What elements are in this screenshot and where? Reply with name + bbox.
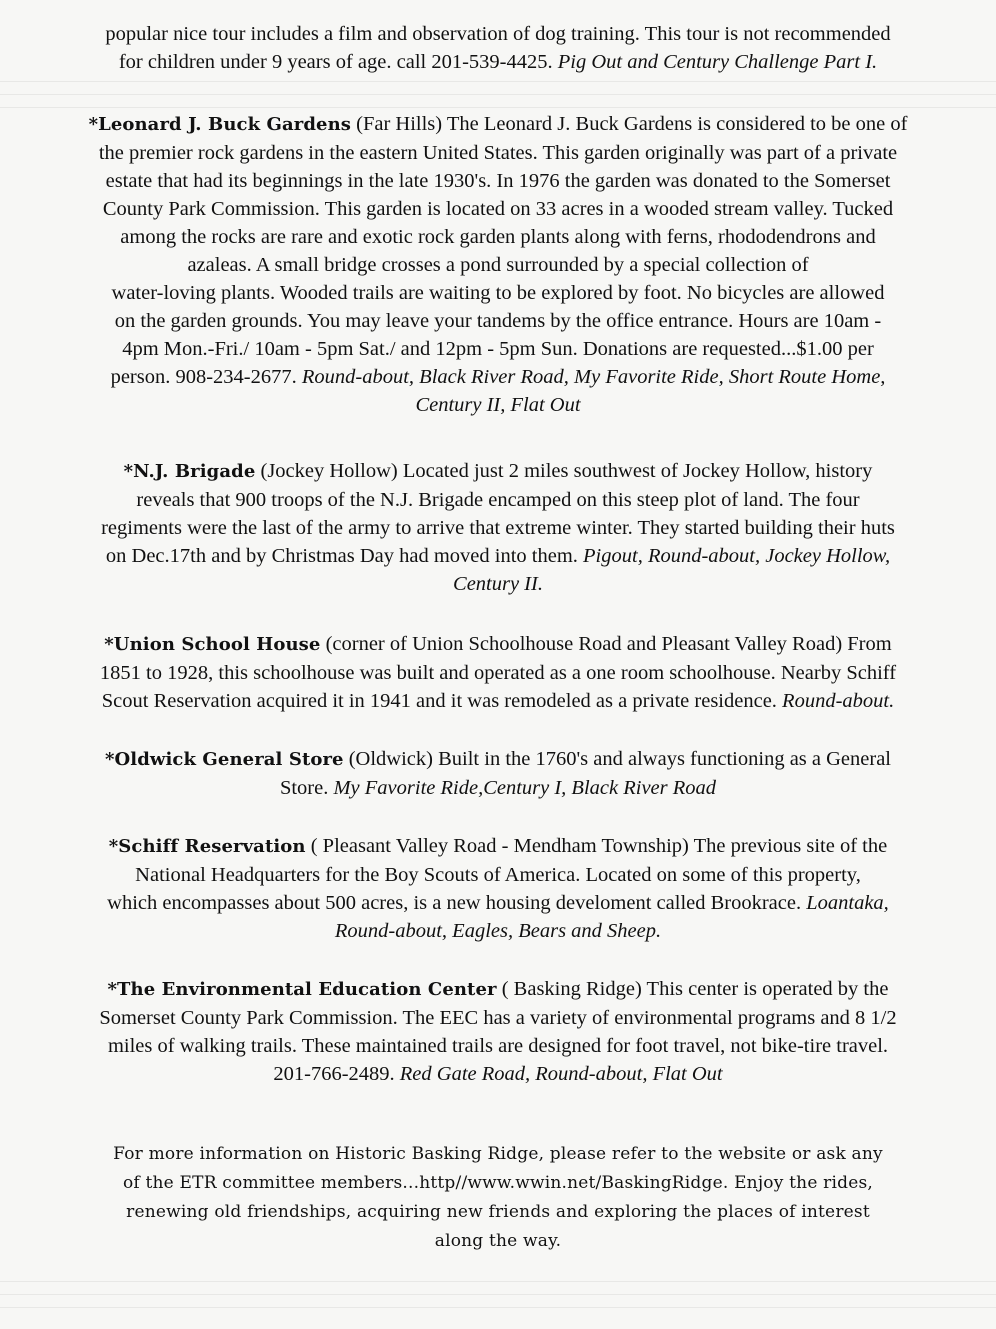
entry-line: Somerset County Park Commission. The EEC has a variety of environmental programs and 8 1/2	[99, 1007, 897, 1029]
footer-line: renewing old friendships, acquiring new friends and exploring the places of interest	[126, 1202, 870, 1222]
entry-line: regiments were the last of the army to arrive that extreme winter. They started building their huts	[101, 517, 895, 539]
route-list: Century II.	[453, 573, 543, 595]
entry-line: azaleas. A small bridge crosses a pond surrounded by a special collection of	[187, 254, 809, 276]
route-list: Pig Out and Century Challenge Part I.	[557, 51, 878, 73]
entry-heading-line	[20, 975, 976, 1004]
footer-line: For more information on Historic Basking Ridge, please refer to the website or ask any	[113, 1144, 883, 1164]
route-list: Round-about, Black River Road, My Favorite Ride, Short Route Home,	[301, 366, 886, 388]
entry-text: on Dec.17th and by Christmas Day had moved into them.	[105, 545, 584, 567]
entry-title: *Schiff Reservation	[108, 836, 306, 857]
entry-line	[20, 1060, 976, 1088]
entry-heading-line	[20, 630, 976, 659]
environmental-education-center-entry	[20, 975, 976, 1088]
entry-line	[20, 542, 976, 570]
entry-line	[20, 687, 976, 715]
footer-line: along the way.	[434, 1231, 562, 1251]
entry-text: person. 908-234-2677.	[110, 366, 302, 388]
entry-line	[20, 363, 976, 391]
route-list: Pigout, Round-about, Jockey Hollow,	[583, 545, 891, 567]
intro-paragraph	[20, 20, 976, 76]
footer-line: of the ETR committee members...http//www.wwin.net/BaskingRidge. Enjoy the rides,	[122, 1173, 874, 1193]
buck-gardens-entry	[20, 110, 976, 419]
entry-text: (corner of Union Schoolhouse Road and Pleasant Valley Road) From	[320, 633, 892, 655]
entry-heading-line	[20, 745, 976, 774]
entry-heading-line	[20, 110, 976, 139]
entry-text: (Jockey Hollow) Located just 2 miles southwest of Jockey Hollow, history	[255, 460, 873, 482]
route-list: Round-about.	[782, 690, 895, 712]
entry-line: among the rocks are rare and exotic rock garden plants along with ferns, rhododendrons and	[120, 226, 876, 248]
entry-line	[20, 774, 976, 802]
intro-line	[20, 48, 976, 76]
footer-note	[10, 1140, 986, 1256]
entry-line: 1851 to 1928, this schoolhouse was built and operated as a one room schoolhouse. Nearby Schiff	[99, 662, 897, 684]
intro-text: for children under 9 years of age. call 201-539-4425.	[118, 51, 558, 73]
entry-text: which encompasses about 500 acres, is a new housing develoment called Brookrace.	[107, 892, 807, 914]
route-list: Round-about, Eagles, Bears and Sheep.	[334, 920, 662, 942]
entry-line: reveals that 900 troops of the N.J. Brigade encamped on this steep plot of land. The four	[136, 489, 860, 511]
entry-line: the premier rock gardens in the eastern United States. This garden originally was part of a private	[98, 142, 898, 164]
entry-line: water-loving plants. Wooded trails are waiting to be explored by foot. No bicycles are allowed	[111, 282, 885, 304]
oldwick-general-store-entry	[20, 745, 976, 802]
entry-title: *Oldwick General Store	[104, 749, 344, 770]
entry-line: County Park Commission. This garden is located on 33 acres in a wooded stream valley. Tucked	[102, 198, 894, 220]
route-list: My Favorite Ride,Century I, Black River Road	[333, 777, 717, 799]
entry-text: Scout Reservation acquired it in 1941 and it was remodeled as a private residence.	[101, 690, 783, 712]
entry-title: *N.J. Brigade	[123, 461, 256, 482]
entry-line	[20, 889, 976, 917]
bleed-through-texture	[0, 1280, 996, 1320]
nj-brigade-entry	[20, 457, 976, 598]
entry-text: 201-766-2489.	[273, 1063, 400, 1085]
schiff-reservation-entry	[20, 832, 976, 945]
entry-line: on the garden grounds. You may leave your tandems by the office entrance. Hours are 10am -	[114, 310, 882, 332]
entry-title: *The Environmental Education Center	[107, 979, 497, 1000]
entry-heading-line	[20, 457, 976, 486]
entry-heading-line	[20, 832, 976, 861]
entry-text: (Far Hills) The Leonard J. Buck Gardens is considered to be one of	[351, 113, 908, 135]
route-list: Loantaka,	[806, 892, 889, 914]
entry-text: ( Pleasant Valley Road - Mendham Township) The previous site of the	[305, 835, 888, 857]
entry-text: (Oldwick) Built in the 1760's and always functioning as a General	[343, 748, 891, 770]
entry-line: National Headquarters for the Boy Scouts of America. Located on some of this property,	[135, 864, 861, 886]
entry-line: estate that had its beginnings in the late 1930's. In 1976 the garden was donated to the Somerset	[105, 170, 891, 192]
entry-title: *Leonard J. Buck Gardens	[88, 114, 352, 135]
union-school-house-entry	[20, 630, 976, 715]
entry-text: Store.	[279, 777, 334, 799]
route-list: Century II, Flat Out	[415, 394, 581, 416]
entry-text: ( Basking Ridge) This center is operated by the	[496, 978, 889, 1000]
route-list: Red Gate Road, Round-about, Flat Out	[399, 1063, 723, 1085]
intro-line: popular nice tour includes a film and observation of dog training. This tour is not recommended	[105, 23, 891, 45]
entry-line: miles of walking trails. These maintained trails are designed for foot travel, not bike-tire travel.	[107, 1035, 889, 1057]
entry-title: *Union School House	[104, 634, 321, 655]
entry-line: 4pm Mon.-Fri./ 10am - 5pm Sat./ and 12pm - 5pm Sun. Donations are requested...$1.00 per	[122, 338, 874, 360]
